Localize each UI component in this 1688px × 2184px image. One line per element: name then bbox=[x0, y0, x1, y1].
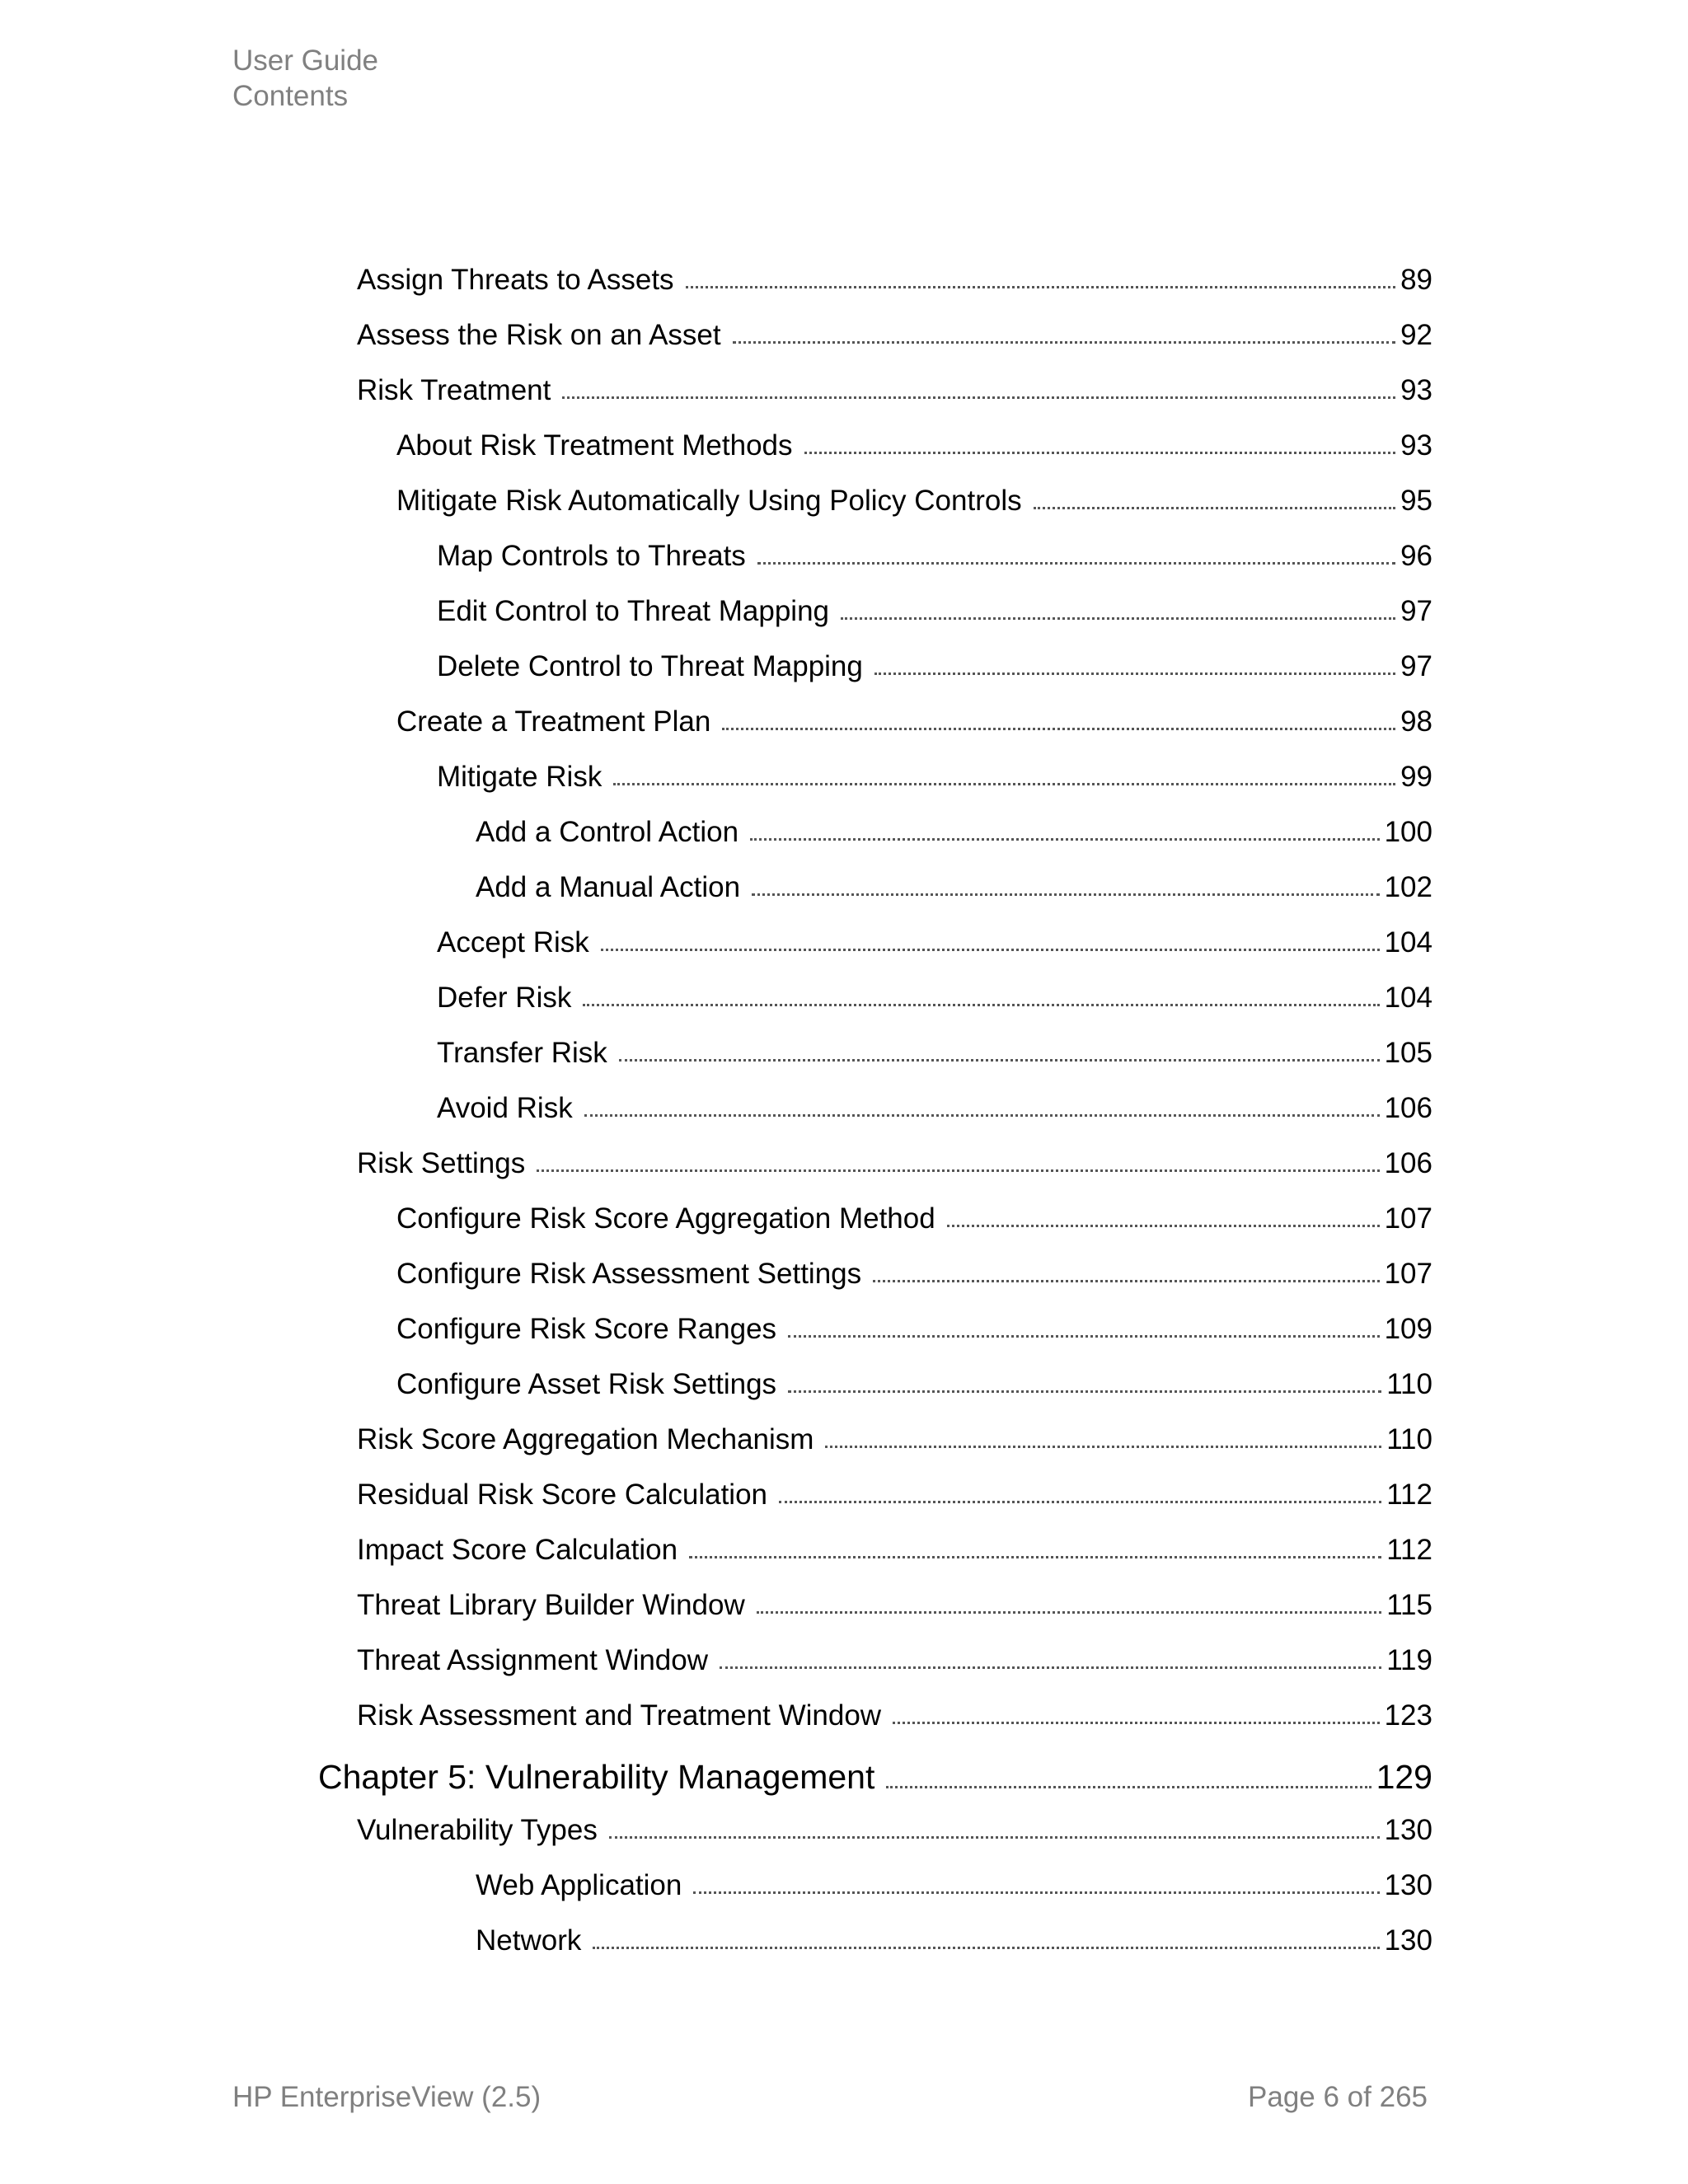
toc-entry-title: Chapter 5: Vulnerability Management bbox=[318, 1758, 875, 1796]
toc-entry-page: 107 bbox=[1384, 1202, 1432, 1235]
toc-entry[interactable] bbox=[437, 1092, 1432, 1125]
toc-entry-page: 129 bbox=[1376, 1758, 1432, 1796]
toc-entry-page: 96 bbox=[1400, 540, 1432, 572]
toc-entry-title: Mitigate Risk bbox=[437, 761, 603, 793]
toc-entry[interactable] bbox=[357, 1814, 1432, 1847]
toc-entry-title: Add a Control Action bbox=[476, 816, 739, 848]
toc-entry-title: Residual Risk Score Calculation bbox=[357, 1479, 767, 1511]
toc-entry[interactable] bbox=[357, 319, 1432, 352]
toc-dot-leader bbox=[619, 1059, 1380, 1062]
toc-entry-page: 93 bbox=[1400, 429, 1432, 462]
toc-entry-page: 97 bbox=[1400, 650, 1432, 682]
toc-dot-leader bbox=[537, 1169, 1379, 1172]
toc-entry-page: 104 bbox=[1384, 926, 1432, 958]
footer-page-number: Page 6 of 265 bbox=[1248, 2081, 1428, 2113]
toc-entry-title: Risk Settings bbox=[357, 1147, 526, 1179]
toc-entry-title: Edit Control to Threat Mapping bbox=[437, 595, 830, 627]
toc-entry-title: Vulnerability Types bbox=[357, 1814, 598, 1846]
toc-entry-page: 130 bbox=[1384, 1924, 1432, 1957]
toc-dot-leader bbox=[886, 1786, 1371, 1788]
toc-entry-page: 110 bbox=[1386, 1368, 1432, 1400]
footer-product: HP EnterpriseView (2.5) bbox=[232, 2081, 542, 2113]
toc-dot-leader bbox=[757, 562, 1395, 565]
toc-entry[interactable] bbox=[396, 429, 1432, 462]
toc-entry-page: 92 bbox=[1400, 319, 1432, 351]
toc-entry[interactable] bbox=[357, 1644, 1432, 1677]
toc-dot-leader bbox=[562, 396, 1395, 399]
toc-entry-title: Create a Treatment Plan bbox=[396, 705, 711, 738]
toc-entry-title: Avoid Risk bbox=[437, 1092, 573, 1124]
toc-entry-page: 99 bbox=[1400, 761, 1432, 793]
toc-entry[interactable] bbox=[476, 816, 1432, 849]
toc-entry-title: Delete Control to Threat Mapping bbox=[437, 650, 863, 682]
toc-entry-title: Impact Score Calculation bbox=[357, 1534, 678, 1566]
toc-entry-title: Network bbox=[476, 1924, 582, 1957]
toc-entry-page: 107 bbox=[1384, 1258, 1432, 1290]
toc-entry[interactable] bbox=[396, 1313, 1432, 1346]
toc-entry[interactable] bbox=[396, 1258, 1432, 1291]
toc-entry-page: 102 bbox=[1384, 871, 1432, 903]
toc-entry[interactable] bbox=[357, 264, 1432, 297]
toc-entry[interactable] bbox=[437, 761, 1432, 794]
toc-dot-leader bbox=[788, 1390, 1381, 1393]
toc-entry[interactable] bbox=[357, 1589, 1432, 1622]
toc-entry-title: Threat Assignment Window bbox=[357, 1644, 709, 1676]
toc-entry-title: Add a Manual Action bbox=[476, 871, 741, 903]
toc-chapter-entry[interactable] bbox=[318, 1758, 1432, 1797]
toc-entry-title: Configure Risk Score Aggregation Method bbox=[396, 1202, 935, 1235]
toc-entry-page: 130 bbox=[1384, 1869, 1432, 1901]
toc-entry[interactable] bbox=[437, 926, 1432, 959]
toc-entry-title: Threat Library Builder Window bbox=[357, 1589, 745, 1621]
toc-entry[interactable] bbox=[396, 485, 1432, 518]
toc-entry[interactable] bbox=[437, 1037, 1432, 1070]
toc-dot-leader bbox=[609, 1836, 1380, 1839]
toc-entry[interactable] bbox=[476, 1869, 1432, 1902]
toc-dot-leader bbox=[752, 893, 1380, 896]
toc-entry-page: 110 bbox=[1386, 1423, 1432, 1455]
toc-entry-title: Assess the Risk on an Asset bbox=[357, 319, 721, 351]
toc-entry-title: Risk Score Aggregation Mechanism bbox=[357, 1423, 814, 1455]
toc-entry[interactable] bbox=[357, 1534, 1432, 1567]
toc-dot-leader bbox=[1034, 507, 1395, 509]
toc-entry-page: 106 bbox=[1384, 1092, 1432, 1124]
toc-entry-title: Configure Risk Score Ranges bbox=[396, 1313, 777, 1345]
toc-dot-leader bbox=[720, 1666, 1381, 1669]
toc-dot-leader bbox=[593, 1947, 1379, 1949]
toc-entry[interactable] bbox=[437, 595, 1432, 628]
toc-dot-leader bbox=[583, 1004, 1379, 1006]
page-header bbox=[232, 43, 378, 114]
toc-dot-leader bbox=[722, 728, 1395, 730]
toc-entry-page: 115 bbox=[1386, 1589, 1432, 1621]
toc-entry[interactable] bbox=[437, 650, 1432, 683]
toc-entry[interactable] bbox=[357, 1479, 1432, 1511]
toc-entry-page: 112 bbox=[1386, 1534, 1432, 1566]
toc-entry-title: Configure Risk Assessment Settings bbox=[396, 1258, 862, 1290]
toc-dot-leader bbox=[733, 341, 1395, 344]
toc-entry-title: Configure Asset Risk Settings bbox=[396, 1368, 777, 1400]
toc-entry-title: Transfer Risk bbox=[437, 1037, 607, 1069]
toc-dot-leader bbox=[841, 617, 1395, 620]
toc-entry-page: 106 bbox=[1384, 1147, 1432, 1179]
toc-entry[interactable] bbox=[357, 1699, 1432, 1732]
toc-entry[interactable] bbox=[357, 1423, 1432, 1456]
toc-entry-title: Mitigate Risk Automatically Using Policy Controls bbox=[396, 485, 1022, 517]
toc-dot-leader bbox=[601, 949, 1380, 951]
toc-entry[interactable] bbox=[396, 1368, 1432, 1401]
toc-entry-page: 95 bbox=[1400, 485, 1432, 517]
toc-entry-page: 97 bbox=[1400, 595, 1432, 627]
toc-entry[interactable] bbox=[396, 1202, 1432, 1235]
toc-dot-leader bbox=[779, 1501, 1381, 1503]
toc-entry-page: 105 bbox=[1384, 1037, 1432, 1069]
toc-entry[interactable] bbox=[476, 1924, 1432, 1957]
toc-dot-leader bbox=[874, 673, 1395, 675]
toc-entry[interactable] bbox=[396, 705, 1432, 738]
toc-dot-leader bbox=[689, 1556, 1381, 1558]
toc-entry[interactable] bbox=[437, 540, 1432, 573]
toc-dot-leader bbox=[825, 1446, 1381, 1448]
toc-dot-leader bbox=[750, 838, 1380, 841]
toc-entry-page: 98 bbox=[1400, 705, 1432, 738]
toc-entry-page: 89 bbox=[1400, 264, 1432, 296]
toc-dot-leader bbox=[613, 783, 1395, 785]
header-doc-title: User Guide bbox=[232, 45, 379, 77]
toc-entry-title: Risk Treatment bbox=[357, 374, 551, 406]
toc-dot-leader bbox=[873, 1280, 1379, 1282]
toc-entry-title: Map Controls to Threats bbox=[437, 540, 746, 572]
toc-dot-leader bbox=[947, 1225, 1380, 1227]
toc-entry-page: 119 bbox=[1386, 1644, 1432, 1676]
toc-entry-title: Defer Risk bbox=[437, 982, 572, 1014]
toc-entry-title: Accept Risk bbox=[437, 926, 589, 958]
toc-dot-leader bbox=[893, 1722, 1380, 1724]
toc-dot-leader bbox=[757, 1611, 1381, 1614]
toc-entry-page: 112 bbox=[1386, 1479, 1432, 1511]
toc-entry-title: Risk Assessment and Treatment Window bbox=[357, 1699, 882, 1732]
toc-dot-leader bbox=[804, 452, 1396, 454]
toc-entry-page: 130 bbox=[1384, 1814, 1432, 1846]
toc-entry-page: 100 bbox=[1384, 816, 1432, 848]
toc-dot-leader bbox=[788, 1335, 1380, 1338]
toc-entry-page: 104 bbox=[1384, 982, 1432, 1014]
toc-dot-leader bbox=[584, 1114, 1380, 1117]
toc-dot-leader bbox=[693, 1891, 1379, 1894]
toc-entry[interactable] bbox=[476, 871, 1432, 904]
toc-entry-page: 123 bbox=[1384, 1699, 1432, 1732]
toc-entry-page: 109 bbox=[1384, 1313, 1432, 1345]
toc-entry[interactable] bbox=[437, 982, 1432, 1015]
toc-entry[interactable] bbox=[357, 1147, 1432, 1180]
toc-entry[interactable] bbox=[357, 374, 1432, 407]
toc-entry-page: 93 bbox=[1400, 374, 1432, 406]
toc-dot-leader bbox=[686, 286, 1396, 288]
toc-entry-title: Web Application bbox=[476, 1869, 682, 1901]
toc-entry-title: About Risk Treatment Methods bbox=[396, 429, 793, 462]
header-section: Contents bbox=[232, 80, 349, 112]
toc-entry-title: Assign Threats to Assets bbox=[357, 264, 674, 296]
